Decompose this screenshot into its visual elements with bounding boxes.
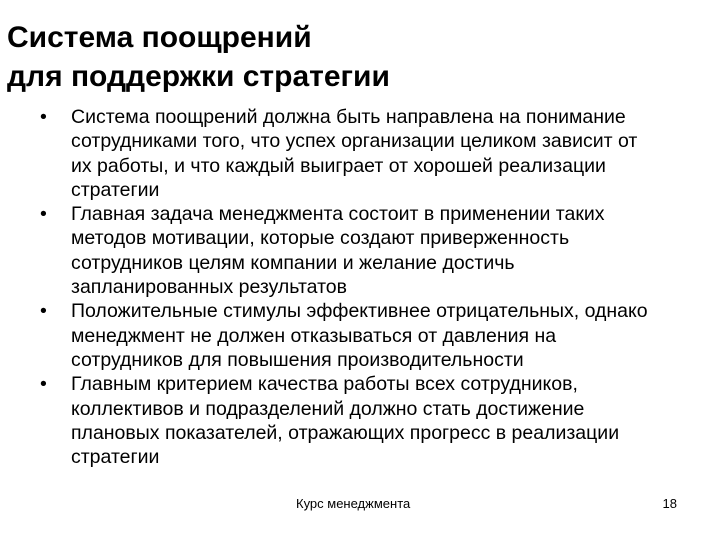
bullet-text-line: сотрудников для повышения производительности — [71, 348, 524, 371]
bullet-text-line: Положительные стимулы эффективнее отрицательных, однако — [71, 300, 648, 323]
slide-title-line-2: для поддержки стратегии — [7, 60, 390, 93]
bullet-text-line: Система поощрений должна быть направлена на понимание — [71, 106, 626, 128]
bullet-marker: • — [40, 300, 47, 323]
bullet-text-line: плановых показателей, отражающих прогресс в реализации — [71, 421, 620, 444]
bullet-text-line: Главная задача менеджмента состоит в применении таких — [71, 203, 605, 226]
bullet-item-1 — [40, 105, 680, 202]
bullet-text-line: сотрудниками того, что успех организации целиком зависит от — [71, 130, 638, 153]
bullet-list — [40, 105, 680, 469]
bullet-text-line: сотрудников целям компании и желание достичь — [71, 251, 515, 274]
bullet-text-line: их работы, и что каждый выиграет от хорошей реализации — [71, 154, 606, 177]
bullet-text-line: стратегии — [71, 446, 160, 469]
bullet-text-line: стратегии — [71, 178, 160, 201]
footer-course-name: Курс менеджмента — [296, 496, 411, 511]
bullet-item-4 — [40, 372, 680, 469]
bullet-marker: • — [40, 203, 47, 226]
bullet-item-3 — [40, 299, 680, 372]
bullet-text-line: Главным критерием качества работы всех сотрудников, — [71, 373, 578, 396]
slide-title-line-1: Система поощрений — [7, 21, 312, 54]
bullet-text-line: методов мотивации, которые создают приверженность — [71, 227, 570, 250]
slide-title — [7, 18, 687, 96]
bullet-marker: • — [40, 373, 47, 396]
bullet-text-line: запланированных результатов — [71, 276, 347, 299]
footer-page-number: 18 — [662, 496, 677, 511]
bullet-item-2 — [40, 202, 680, 299]
bullet-text-line: менеджмент не должен отказываться от давления на — [71, 324, 557, 347]
bullet-marker: • — [40, 106, 47, 128]
bullet-text-line: коллективов и подразделений должно стать достижение — [71, 397, 585, 420]
